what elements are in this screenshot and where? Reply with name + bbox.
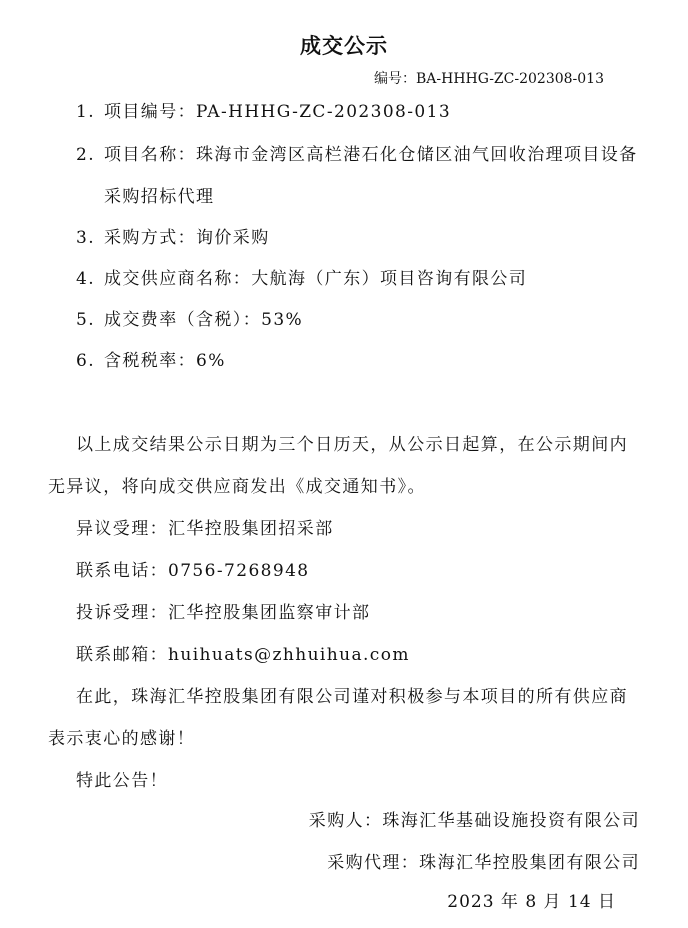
list-item-procurement-method (76, 223, 270, 248)
list-item-supplier-name (76, 264, 527, 289)
list-item-text: 成交费率（含税）：53% (104, 310, 304, 330)
notice-paragraph-line-2: 无异议，将向成交供应商发出《成交通知书》。 (48, 477, 426, 497)
list-item-number: 2. (76, 145, 96, 165)
closing-statement: 特此公告！ (76, 771, 168, 791)
purchaser-signature: 采购人：珠海汇华基础设施投资有限公司 (308, 811, 640, 831)
list-item-project-number (76, 97, 451, 122)
contact-email: 联系邮箱：huihuats@zhhuihua.com (76, 645, 410, 665)
list-item-tax-rate (76, 346, 226, 371)
list-item-text: 项目编号：PA-HHHG-ZC-202308-013 (104, 102, 452, 122)
objection-contact: 异议受理：汇华控股集团招采部 (76, 519, 334, 539)
document-number: 编号：BA-HHHG-ZC-202308-013 (374, 71, 604, 87)
list-item-text: 含税税率：6% (104, 351, 226, 371)
list-item-text: 成交供应商名称：大航海（广东）项目咨询有限公司 (104, 269, 528, 289)
list-item-fee-rate (76, 305, 303, 330)
list-item-number: 3. (76, 228, 96, 248)
complaint-contact: 投诉受理：汇华控股集团监察审计部 (76, 603, 371, 623)
notice-paragraph-line-1: 以上成交结果公示日期为三个日历天，从公示日起算，在公示期间内 (76, 435, 628, 455)
list-item-text: 采购方式：询价采购 (104, 228, 270, 248)
thanks-paragraph-line-1: 在此，珠海汇华控股集团有限公司谨对积极参与本项目的所有供应商 (76, 687, 628, 707)
list-item-project-name (76, 140, 638, 165)
list-item-project-name-continuation: 采购招标代理 (104, 187, 215, 207)
list-item-number: 4. (76, 269, 96, 289)
list-item-number: 6. (76, 351, 96, 371)
list-item-number: 1. (76, 102, 96, 122)
list-item-number: 5. (76, 310, 96, 330)
contact-phone: 联系电话：0756-7268948 (76, 561, 310, 581)
agent-signature: 采购代理：珠海汇华控股集团有限公司 (327, 853, 640, 873)
document-date: 2023 年 8 月 14 日 (447, 892, 616, 912)
list-item-text: 项目名称：珠海市金湾区高栏港石化仓储区油气回收治理项目设备 (104, 145, 638, 165)
page-title: 成交公示 (300, 33, 388, 58)
thanks-paragraph-line-2: 表示衷心的感谢！ (48, 729, 196, 749)
